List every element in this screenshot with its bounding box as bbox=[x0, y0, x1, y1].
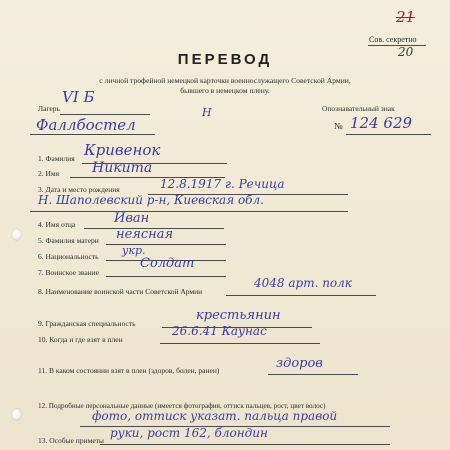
camp-label: Лагерь bbox=[38, 104, 60, 113]
field-capture-value: 26.6.41 Каунас bbox=[172, 324, 267, 338]
document-subtitle-2: бывшего в немецком плену. bbox=[180, 86, 270, 95]
field-mother-value: неясная bbox=[116, 227, 174, 242]
secrecy-stamp: Сов. секретно bbox=[369, 35, 417, 44]
camp-place-line bbox=[30, 134, 155, 135]
camp-value: VI Б bbox=[62, 88, 95, 106]
field-profession-label: 9. Гражданская специальность bbox=[38, 319, 136, 328]
field-rank-line bbox=[106, 276, 226, 277]
field-rank-label: 7. Воинское звание bbox=[38, 268, 100, 277]
document-title: ПЕРЕВОД bbox=[177, 51, 273, 68]
field-name-value: Никита bbox=[92, 160, 153, 176]
field-birth-value-2: Н. Шаполевский р-н, Киевская обл. bbox=[38, 193, 264, 207]
field-father-value: Иван bbox=[114, 211, 150, 226]
field-surname-label: 1. Фамилия bbox=[38, 154, 75, 163]
field-capture-label: 10. Когда и где взят в плен bbox=[38, 335, 123, 344]
field-unit-line bbox=[226, 295, 376, 296]
field-birth-value: 12.8.1917 г. Речица bbox=[160, 177, 285, 191]
field-condition-line bbox=[268, 374, 358, 375]
camp-line bbox=[60, 114, 150, 115]
document-subtitle-1: с личной трофейной немецкой карточки военнослужащего Советской Армии, bbox=[99, 76, 351, 85]
id-tag-line bbox=[346, 134, 431, 135]
punch-hole-bottom bbox=[12, 409, 21, 420]
camp-place: Фаллбостел bbox=[36, 116, 136, 134]
id-tag-prefix: № bbox=[334, 121, 343, 131]
field-birth-label: 3. Дата и место рождения bbox=[38, 185, 120, 194]
id-tag-value: 124 629 bbox=[350, 114, 413, 132]
field-name-label: 2. Имя bbox=[38, 169, 60, 178]
field-nationality-value: укр. bbox=[122, 244, 146, 257]
field-mother-label: 5. Фамилия матери bbox=[38, 236, 99, 245]
field-capture-line bbox=[160, 343, 320, 344]
page-number-alt: 20 bbox=[398, 45, 414, 59]
field-unit-label: 8. Наименование воинской части Советской Армии bbox=[38, 287, 203, 296]
page-number: 21 bbox=[396, 8, 416, 26]
secrecy-underline bbox=[368, 45, 426, 46]
field-nationality-label: 6. Национальность bbox=[38, 252, 99, 261]
field-unit-value: 4048 арт. полк bbox=[254, 276, 352, 290]
field-surname-value: Кривенок bbox=[84, 141, 161, 159]
field-condition-value: здоров bbox=[276, 356, 323, 371]
field-father-label: 4. Имя отца bbox=[38, 220, 76, 229]
field-details-value: фото, оттиск указат. пальца правой bbox=[92, 409, 338, 423]
field-birth-line-2 bbox=[30, 211, 348, 212]
field-condition-label: 11. В каком состоянии взят в плен (здоров, болен, ранен) bbox=[38, 366, 220, 375]
id-tag-label: Опознавательный знак bbox=[322, 104, 395, 113]
field-rank-value: Солдат bbox=[140, 256, 195, 271]
field-details-label: 12. Подробные персональные данные (имеется фотография, оттиск пальцев, рост, цвет волос) bbox=[38, 402, 326, 410]
field-features-value: руки, рост 162, блондин bbox=[110, 426, 268, 440]
field-features-label: 13. Особые приметы bbox=[38, 436, 104, 445]
punch-hole-top bbox=[12, 229, 21, 240]
camp-mark: H bbox=[202, 106, 212, 119]
field-profession-value: крестьянин bbox=[196, 308, 281, 323]
field-features-line bbox=[100, 444, 390, 445]
